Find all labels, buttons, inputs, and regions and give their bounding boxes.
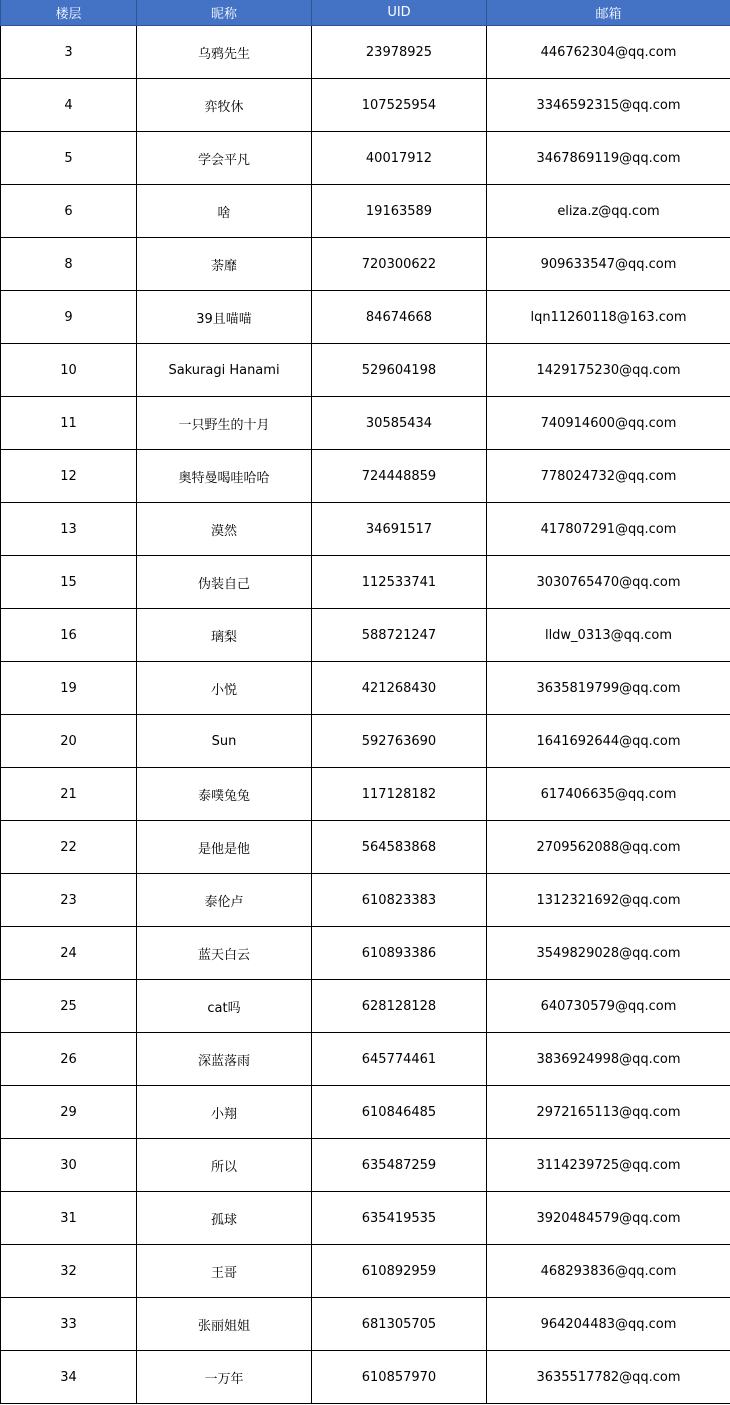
floor-cell: 31: [1, 1192, 137, 1245]
nickname-cell: 小翔: [137, 1086, 312, 1139]
nickname-cell: 孤球: [137, 1192, 312, 1245]
email-cell: 3635517782@qq.com: [487, 1351, 730, 1404]
uid-cell: 610857970: [312, 1351, 487, 1404]
uid-cell: 112533741: [312, 556, 487, 609]
table-row: [1, 185, 730, 238]
floor-cell: 32: [1, 1245, 137, 1298]
uid-cell: 588721247: [312, 609, 487, 662]
uid-cell: 724448859: [312, 450, 487, 503]
uid-cell: 610846485: [312, 1086, 487, 1139]
nickname-cell: 蓝天白云: [137, 927, 312, 980]
nickname-cell: Sun: [137, 715, 312, 768]
floor-cell: 21: [1, 768, 137, 821]
email-cell: 3635819799@qq.com: [487, 662, 730, 715]
nickname-cell: 学会平凡: [137, 132, 312, 185]
floor-cell: 29: [1, 1086, 137, 1139]
floor-cell: 6: [1, 185, 137, 238]
floor-cell: 20: [1, 715, 137, 768]
uid-cell: 610892959: [312, 1245, 487, 1298]
nickname-cell: 漠然: [137, 503, 312, 556]
table-row: [1, 874, 730, 927]
table-row: [1, 26, 730, 79]
nickname-cell: 小悦: [137, 662, 312, 715]
floor-cell: 15: [1, 556, 137, 609]
floor-cell: 9: [1, 291, 137, 344]
email-cell: 778024732@qq.com: [487, 450, 730, 503]
uid-cell: 645774461: [312, 1033, 487, 1086]
email-cell: lldw_0313@qq.com: [487, 609, 730, 662]
email-cell: 1429175230@qq.com: [487, 344, 730, 397]
table-row: [1, 1298, 730, 1351]
uid-cell: 720300622: [312, 238, 487, 291]
nickname-cell: 泰噗兔兔: [137, 768, 312, 821]
table-row: [1, 1139, 730, 1192]
table-row: [1, 821, 730, 874]
uid-cell: 635487259: [312, 1139, 487, 1192]
email-cell: 3030765470@qq.com: [487, 556, 730, 609]
table-row: [1, 450, 730, 503]
email-cell: 740914600@qq.com: [487, 397, 730, 450]
email-cell: 617406635@qq.com: [487, 768, 730, 821]
uid-cell: 421268430: [312, 662, 487, 715]
email-cell: eliza.z@qq.com: [487, 185, 730, 238]
floor-cell: 13: [1, 503, 137, 556]
email-cell: 3114239725@qq.com: [487, 1139, 730, 1192]
table-row: [1, 291, 730, 344]
uid-cell: 564583868: [312, 821, 487, 874]
header-floor: 楼层: [1, 0, 137, 26]
email-cell: 2709562088@qq.com: [487, 821, 730, 874]
floor-cell: 8: [1, 238, 137, 291]
floor-cell: 11: [1, 397, 137, 450]
nickname-cell: 一万年: [137, 1351, 312, 1404]
nickname-cell: 张丽姐姐: [137, 1298, 312, 1351]
table-row: [1, 1086, 730, 1139]
table-row: [1, 715, 730, 768]
email-cell: 1641692644@qq.com: [487, 715, 730, 768]
table-row: [1, 662, 730, 715]
nickname-cell: 是他是他: [137, 821, 312, 874]
email-cell: 3920484579@qq.com: [487, 1192, 730, 1245]
email-cell: 446762304@qq.com: [487, 26, 730, 79]
floor-cell: 12: [1, 450, 137, 503]
floor-cell: 3: [1, 26, 137, 79]
uid-cell: 628128128: [312, 980, 487, 1033]
table-row: [1, 238, 730, 291]
nickname-cell: 荼靡: [137, 238, 312, 291]
table-row: [1, 1351, 730, 1404]
uid-cell: 30585434: [312, 397, 487, 450]
uid-cell: 610823383: [312, 874, 487, 927]
uid-cell: 117128182: [312, 768, 487, 821]
table-row: [1, 503, 730, 556]
floor-cell: 26: [1, 1033, 137, 1086]
email-cell: 640730579@qq.com: [487, 980, 730, 1033]
table-header-row: [1, 0, 730, 26]
uid-cell: 635419535: [312, 1192, 487, 1245]
nickname-cell: Sakuragi Hanami: [137, 344, 312, 397]
table-row: [1, 344, 730, 397]
nickname-cell: 啥: [137, 185, 312, 238]
table-row: [1, 397, 730, 450]
nickname-cell: 璃梨: [137, 609, 312, 662]
email-cell: 2972165113@qq.com: [487, 1086, 730, 1139]
table-row: [1, 927, 730, 980]
uid-cell: 610893386: [312, 927, 487, 980]
email-cell: 3836924998@qq.com: [487, 1033, 730, 1086]
table-row: [1, 768, 730, 821]
nickname-cell: cat吗: [137, 980, 312, 1033]
header-nickname: 昵称: [137, 0, 312, 26]
uid-cell: 40017912: [312, 132, 487, 185]
email-cell: lqn11260118@163.com: [487, 291, 730, 344]
floor-cell: 30: [1, 1139, 137, 1192]
uid-cell: 19163589: [312, 185, 487, 238]
table-row: [1, 1033, 730, 1086]
table-row: [1, 1245, 730, 1298]
floor-cell: 22: [1, 821, 137, 874]
email-cell: 3549829028@qq.com: [487, 927, 730, 980]
floor-cell: 33: [1, 1298, 137, 1351]
nickname-cell: 深蓝落雨: [137, 1033, 312, 1086]
nickname-cell: 所以: [137, 1139, 312, 1192]
floor-cell: 25: [1, 980, 137, 1033]
floor-cell: 4: [1, 79, 137, 132]
nickname-cell: 泰伦卢: [137, 874, 312, 927]
uid-cell: 107525954: [312, 79, 487, 132]
floor-cell: 10: [1, 344, 137, 397]
table-row: [1, 79, 730, 132]
email-cell: 964204483@qq.com: [487, 1298, 730, 1351]
floor-cell: 5: [1, 132, 137, 185]
uid-cell: 84674668: [312, 291, 487, 344]
floor-cell: 16: [1, 609, 137, 662]
nickname-cell: 乌鸦先生: [137, 26, 312, 79]
uid-cell: 34691517: [312, 503, 487, 556]
uid-cell: 592763690: [312, 715, 487, 768]
nickname-cell: 39且喵喵: [137, 291, 312, 344]
table-row: [1, 556, 730, 609]
email-cell: 417807291@qq.com: [487, 503, 730, 556]
floor-cell: 19: [1, 662, 137, 715]
floor-cell: 24: [1, 927, 137, 980]
email-cell: 3467869119@qq.com: [487, 132, 730, 185]
floor-cell: 23: [1, 874, 137, 927]
email-cell: 468293836@qq.com: [487, 1245, 730, 1298]
nickname-cell: 王哥: [137, 1245, 312, 1298]
email-cell: 1312321692@qq.com: [487, 874, 730, 927]
nickname-cell: 弈牧休: [137, 79, 312, 132]
email-cell: 3346592315@qq.com: [487, 79, 730, 132]
header-uid: UID: [312, 0, 487, 26]
table-row: [1, 132, 730, 185]
uid-cell: 681305705: [312, 1298, 487, 1351]
table-row: [1, 609, 730, 662]
header-email: 邮箱: [487, 0, 730, 26]
nickname-cell: 一只野生的十月: [137, 397, 312, 450]
table-row: [1, 980, 730, 1033]
uid-cell: 23978925: [312, 26, 487, 79]
uid-cell: 529604198: [312, 344, 487, 397]
nickname-cell: 伪装自己: [137, 556, 312, 609]
nickname-cell: 奥特曼喝哇哈哈: [137, 450, 312, 503]
email-cell: 909633547@qq.com: [487, 238, 730, 291]
table-row: [1, 1192, 730, 1245]
floor-cell: 34: [1, 1351, 137, 1404]
